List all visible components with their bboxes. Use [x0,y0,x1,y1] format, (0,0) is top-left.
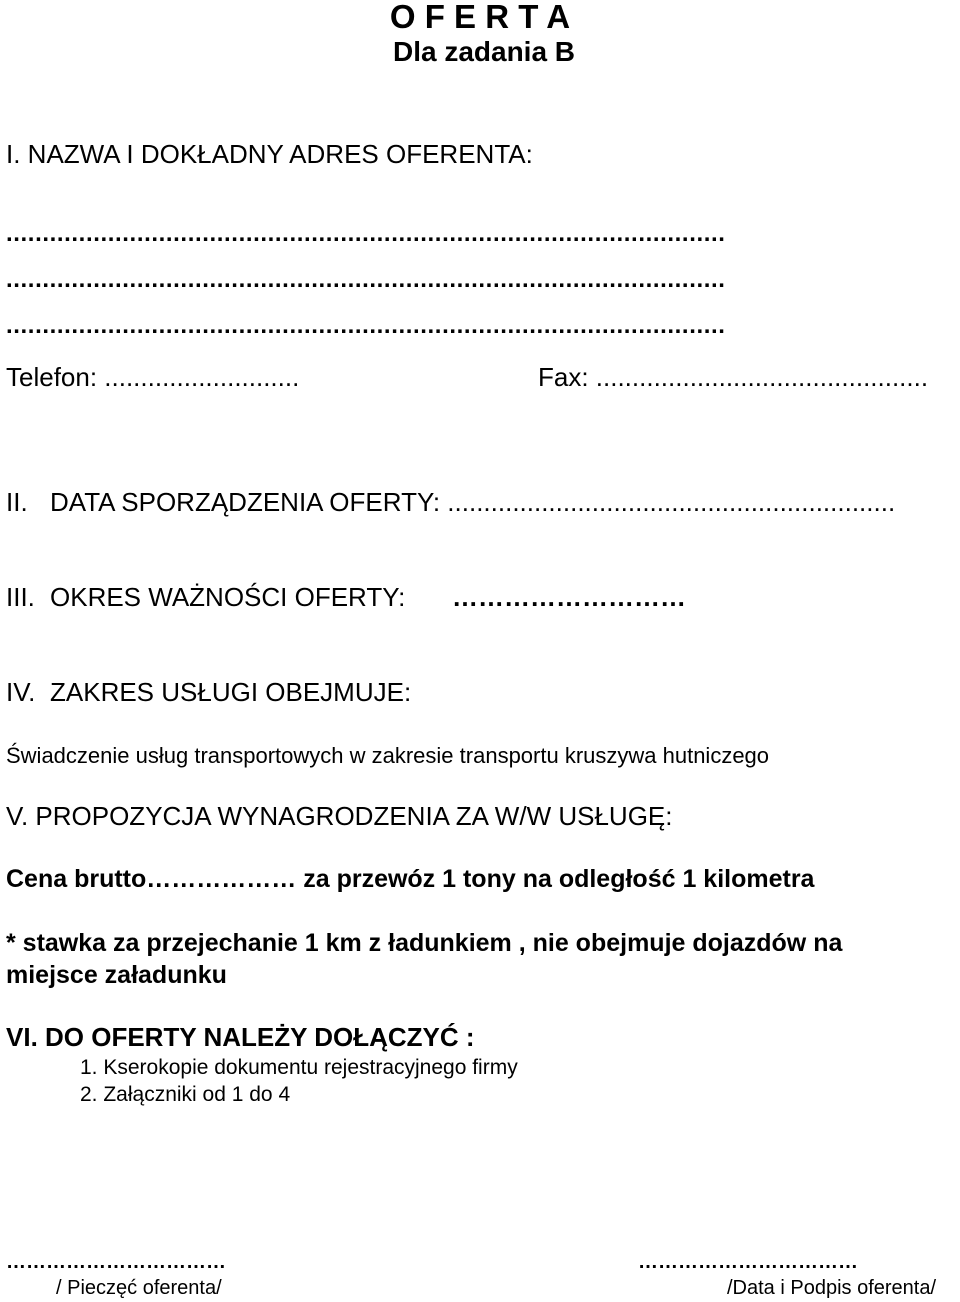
address-line-1: ................................................................................................... [6,220,726,247]
fax-field: Fax: .............................................. [538,362,929,392]
section-3-number: III. [6,582,35,612]
price-note-line-1: * stawka za przejechanie 1 km z ładunkiem , nie obejmuje dojazdów na [6,929,843,957]
section-2-number: II. [6,487,28,517]
attachment-item-2: 2. Załączniki od 1 do 4 [80,1083,291,1106]
attachment-item-1: 1. Kserokopie dokumentu rejestracyjnego firmy [80,1056,518,1079]
document-subtitle: Dla zadania B [392,36,576,67]
section-2-heading: DATA SPORZĄDZENIA OFERTY: .............................................................. [50,487,896,517]
phone-field: Telefon: ........................... [6,362,300,392]
signature-dots: …………………………… [638,1251,858,1273]
section-1-heading: I. NAZWA I DOKŁADNY ADRES OFERENTA: [6,139,533,169]
price-line: Cena brutto……………… za przewóz 1 tony na odległość 1 kilometra [6,865,815,893]
stamp-label: / Pieczęć oferenta/ [56,1277,222,1299]
address-line-3: ................................................................................................... [6,312,726,339]
section-3-heading: OKRES WAŻNOŚCI OFERTY: [50,582,406,612]
section-5-heading: V. PROPOZYCJA WYNAGRODZENIA ZA W/W USŁUGĘ: [6,801,673,831]
document-title: O F E R T A [389,0,571,35]
validity-value: ……………………… [452,582,686,612]
stamp-dots: …………………………… [6,1251,226,1273]
service-scope-text: Świadczenie usług transportowych w zakresie transportu kruszywa hutniczego [6,743,770,768]
address-line-2: ................................................................................................... [6,266,726,293]
price-note-line-2: miejsce załadunku [6,961,227,989]
section-4-number: IV. [6,677,36,707]
section-6-heading: VI. DO OFERTY NALEŻY DOŁĄCZYĆ : [6,1022,475,1052]
signature-label: /Data i Podpis oferenta/ [727,1277,937,1299]
section-4-heading: ZAKRES USŁUGI OBEJMUJE: [50,677,412,707]
